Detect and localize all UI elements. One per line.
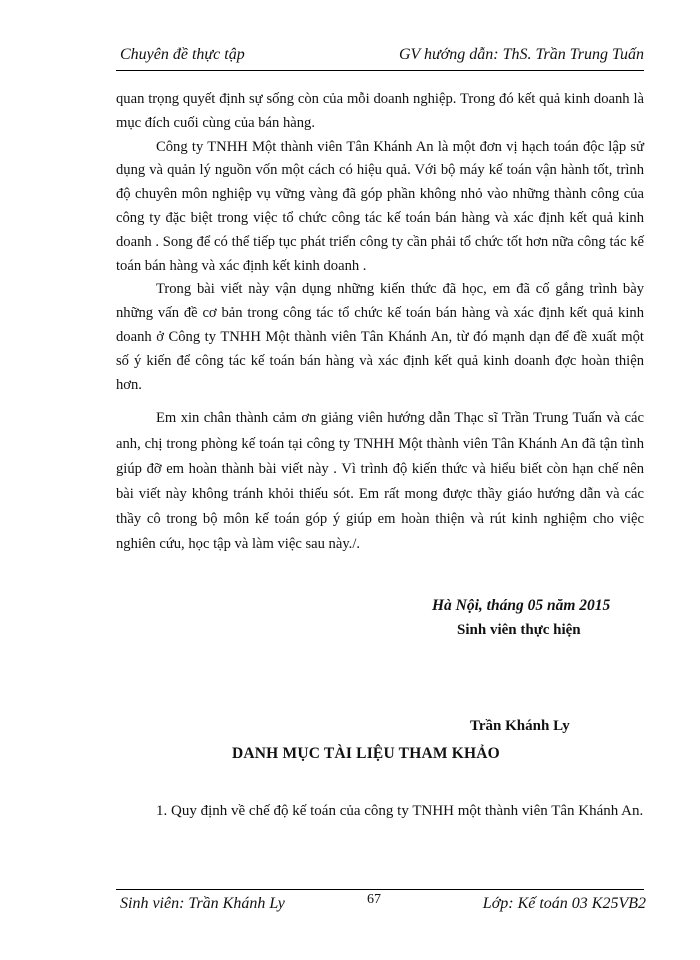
footer-class: Lớp: Kế toán 03 K25VB2 xyxy=(482,895,646,912)
header-chapter-title: Chuyên đề thực tập xyxy=(120,46,245,63)
signature-name: Trần Khánh Ly xyxy=(470,718,570,734)
footer-divider xyxy=(116,889,644,890)
footer-student: Sinh viên: Trần Khánh Ly xyxy=(120,895,285,912)
references-title: DANH MỤC TÀI LIỆU THAM KHẢO xyxy=(232,745,500,762)
paragraph-thanks: Em xin chân thành cảm ơn giảng viên hướng dẫn Thạc sĩ Trần Trung Tuấn và các anh, chị trong phòng kế toán tại công ty TNHH Một thành viên Tân Khánh An đã tận tình giúp đỡ em hoàn thành bài viết này . Vì trình độ kiến thức và hiểu biết còn hạn chế nên bài viết này không tránh khỏi thiếu sót. Em rất mong được thầy giáo hướng dẫn và các thầy cô trong bộ môn kế toán góp ý giúp em hoàn thiện và rút kinh nghiệm cho việc nghiên cứu, học tập và làm việc sau này./. xyxy=(116,410,644,553)
header-supervisor: GV hướng dẫn: ThS. Trần Trung Tuấn xyxy=(398,46,644,63)
paragraph-continuation: quan trọng quyết định sự sống còn của mỗi doanh nghiệp. Trong đó kết quả kinh doanh là mục đích cuối cùng của bán hàng. xyxy=(116,91,644,131)
paragraph-company: Công ty TNHH Một thành viên Tân Khánh An là một đơn vị hạch toán độc lập sử dụng và quản lý nguồn vốn một cách có hiệu quả. Với bộ máy kế toán vận hành tốt, trình độ chuyên môn nghiệp vụ vững vàng đã góp phần không nhỏ vào những thành công của công ty đặc biệt trong việc tổ chức công tác kế toán bán hàng và xác định kết quả kinh doanh . Song để có thể tiếp tục phát triển công ty cần phải tổ chức tốt hơn nữa công tác kế toán bán hàng và xác định kết kinh doanh . xyxy=(116,138,644,274)
header-divider xyxy=(116,70,644,71)
body-text xyxy=(116,88,644,558)
signature-role: Sinh viên thực hiện xyxy=(457,622,581,638)
reference-item: 1. Quy định về chế độ kế toán của công ty TNHH một thành viên Tân Khánh An. xyxy=(156,803,644,819)
paragraph-purpose: Trong bài viết này vận dụng những kiến thức đã học, em đã cố gắng trình bày những vấn đề cơ bản trong công tác tổ chức kế toán bán hàng và xác định kết quả kinh doanh ở Công ty TNHH Một thành viên Tân Khánh An, từ đó mạnh dạn để đề xuất một số ý kiến để công tác kế toán bán hàng và xác định kết quả kinh doanh đợc hoàn thiện hơn. xyxy=(116,281,644,393)
signature-date: Hà Nội, tháng 05 năm 2015 xyxy=(432,597,611,614)
page-number: 67 xyxy=(367,892,381,907)
